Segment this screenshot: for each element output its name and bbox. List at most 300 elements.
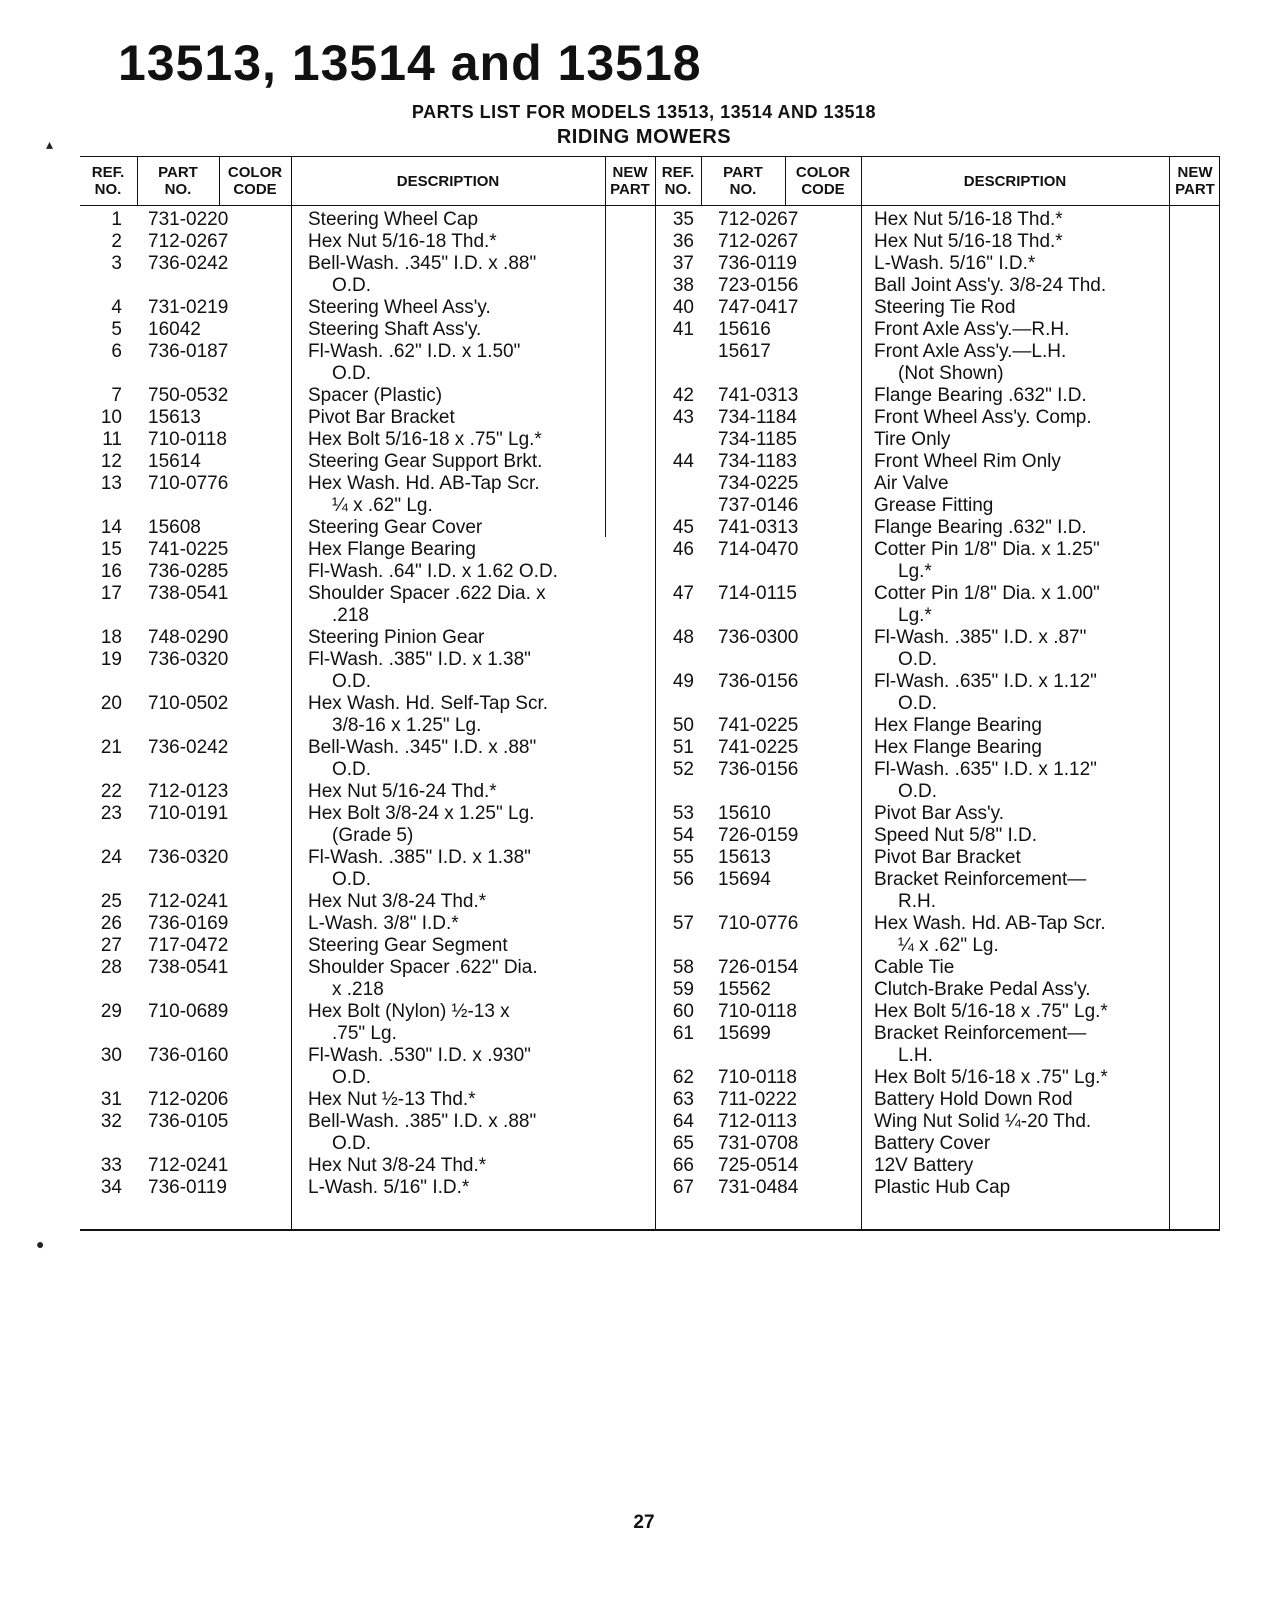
part-number: 736-0285 [148, 561, 229, 582]
table-row [656, 539, 1220, 561]
part-description: O.D. [332, 671, 372, 692]
table-row [656, 869, 1220, 891]
part-number: 711-0222 [718, 1089, 797, 1110]
table-row [80, 957, 655, 979]
part-description: Hex Wash. Hd. Self-Tap Scr. [308, 693, 549, 714]
ref-number: 42 [672, 385, 694, 406]
ref-number: 28 [100, 957, 122, 978]
header-description-left: DESCRIPTION [396, 172, 500, 190]
header-description-right: DESCRIPTION [963, 172, 1067, 190]
table-row [656, 451, 1220, 473]
part-description: Fl-Wash. .635" I.D. x 1.12" [874, 671, 1097, 692]
table-row [80, 803, 655, 825]
table-row [80, 1023, 655, 1045]
part-description: .218 [332, 605, 369, 626]
ref-number: 55 [672, 847, 694, 868]
part-number: 741-0225 [718, 737, 799, 758]
table-row [656, 385, 1220, 407]
header-new-part-right: NEW PART [1175, 164, 1215, 198]
rule-part-left [219, 157, 220, 205]
part-number: 736-0156 [718, 759, 799, 780]
part-number: 736-0105 [148, 1111, 229, 1132]
part-description: Cotter Pin 1/8" Dia. x 1.25" [874, 539, 1100, 560]
table-row [80, 935, 655, 957]
part-description: Steering Pinion Gear [308, 627, 485, 648]
part-number: 747-0417 [718, 297, 799, 318]
part-number: 714-0470 [718, 539, 799, 560]
part-description: Ball Joint Ass'y. 3/8-24 Thd. [874, 275, 1107, 296]
ref-number: 59 [672, 979, 694, 1000]
table-row [656, 231, 1220, 253]
part-number: 714-0115 [718, 583, 797, 604]
table-row [80, 385, 655, 407]
part-description: Fl-Wash. .64" I.D. x 1.62 O.D. [308, 561, 558, 582]
part-description: (Not Shown) [898, 363, 1004, 384]
part-description: Hex Nut 3/8-24 Thd.* [308, 891, 487, 912]
ref-number: 13 [100, 473, 122, 494]
ref-number: 34 [100, 1177, 122, 1198]
part-number: 710-0502 [148, 693, 229, 714]
part-number: 736-0242 [148, 737, 229, 758]
part-number: 15610 [718, 803, 771, 824]
part-number: 726-0154 [718, 957, 799, 978]
part-number: 738-0541 [148, 957, 229, 978]
part-number: 15608 [148, 517, 201, 538]
part-description: Hex Nut 5/16-24 Thd.* [308, 781, 497, 802]
ref-number: 5 [111, 319, 122, 340]
part-number: 15562 [718, 979, 771, 1000]
part-description: 12V Battery [874, 1155, 974, 1176]
part-description: Hex Nut 5/16-18 Thd.* [308, 231, 497, 252]
table-row [656, 363, 1220, 385]
table-row [80, 825, 655, 847]
part-description: Battery Hold Down Rod [874, 1089, 1073, 1110]
table-row [80, 869, 655, 891]
part-description: Hex Bolt 3/8-24 x 1.25" Lg. [308, 803, 535, 824]
part-number: 723-0156 [718, 275, 799, 296]
table-row [656, 275, 1220, 297]
table-row [656, 1023, 1220, 1045]
right-column-rows [656, 209, 1220, 1199]
ref-number: 25 [100, 891, 122, 912]
table-row [656, 913, 1220, 935]
ref-number: 49 [672, 671, 694, 692]
ref-number: 4 [111, 297, 122, 318]
ref-number: 63 [672, 1089, 694, 1110]
part-number: 737-0146 [718, 495, 799, 516]
ref-number: 51 [672, 737, 694, 758]
part-number: 734-1184 [718, 407, 797, 428]
table-row [656, 495, 1220, 517]
ref-number: 19 [100, 649, 122, 670]
part-description: Steering Tie Rod [874, 297, 1016, 318]
part-description: O.D. [898, 781, 938, 802]
part-description: Fl-Wash. .385" I.D. x 1.38" [308, 649, 531, 670]
header-ref-no-left: REF. NO. [91, 164, 125, 198]
table-row [80, 1177, 655, 1199]
margin-mark: ▴ [46, 136, 54, 152]
table-row [80, 429, 655, 451]
part-description: Lg.* [898, 561, 932, 582]
ref-number: 44 [672, 451, 694, 472]
part-number: 738-0541 [148, 583, 229, 604]
parts-table [80, 156, 1220, 1231]
ref-number: 21 [100, 737, 122, 758]
part-number: 731-0220 [148, 209, 229, 230]
ref-number: 18 [100, 627, 122, 648]
part-description: 3/8-16 x 1.25" Lg. [332, 715, 482, 736]
table-row [656, 891, 1220, 913]
part-number: 736-0160 [148, 1045, 229, 1066]
part-description: Bracket Reinforcement— [874, 1023, 1087, 1044]
part-description: Flange Bearing .632" I.D. [874, 385, 1087, 406]
table-row [656, 583, 1220, 605]
table-row [80, 1067, 655, 1089]
table-row [656, 561, 1220, 583]
table-row [656, 1133, 1220, 1155]
part-number: 15617 [718, 341, 771, 362]
part-number: 712-0113 [718, 1111, 797, 1132]
table-row [656, 693, 1220, 715]
part-description: Hex Bolt 5/16-18 x .75" Lg.* [874, 1001, 1108, 1022]
part-number: 734-0225 [718, 473, 799, 494]
ref-number: 11 [102, 429, 122, 450]
ref-number: 40 [672, 297, 694, 318]
part-description: Plastic Hub Cap [874, 1177, 1011, 1198]
part-description: L-Wash. 5/16" I.D.* [874, 253, 1036, 274]
table-row [656, 759, 1220, 781]
part-number: 736-0119 [148, 1177, 227, 1198]
part-number: 15613 [148, 407, 201, 428]
part-number: 741-0225 [148, 539, 229, 560]
rule-part-right [785, 157, 786, 205]
part-description: Steering Wheel Cap [308, 209, 479, 230]
ref-number: 15 [100, 539, 122, 560]
table-row [656, 1111, 1220, 1133]
ref-number: 43 [672, 407, 694, 428]
table-row [80, 1045, 655, 1067]
part-description: Hex Flange Bearing [874, 715, 1042, 736]
table-row [656, 605, 1220, 627]
ref-number: 20 [100, 693, 122, 714]
part-number: 710-0118 [718, 1067, 797, 1088]
part-number: 712-0267 [148, 231, 229, 252]
ref-number: 27 [100, 935, 122, 956]
part-description: L-Wash. 5/16" I.D.* [308, 1177, 470, 1198]
part-description: Front Wheel Ass'y. Comp. [874, 407, 1092, 428]
part-description: Grease Fitting [874, 495, 994, 516]
part-number: 741-0313 [718, 385, 799, 406]
part-description: Bell-Wash. .385" I.D. x .88" [308, 1111, 537, 1132]
part-number: 725-0514 [718, 1155, 799, 1176]
part-description: Hex Nut ½-13 Thd.* [308, 1089, 476, 1110]
ref-number: 24 [100, 847, 122, 868]
part-number: 734-1183 [718, 451, 797, 472]
ref-number: 30 [100, 1045, 122, 1066]
part-description: ¼ x .62" Lg. [332, 495, 433, 516]
table-row [656, 1045, 1220, 1067]
part-description: Shoulder Spacer .622 Dia. x [308, 583, 546, 604]
part-description: Pivot Bar Ass'y. [874, 803, 1004, 824]
ref-number: 36 [672, 231, 694, 252]
part-number: 710-0689 [148, 1001, 229, 1022]
ref-number: 60 [672, 1001, 694, 1022]
table-row [656, 979, 1220, 1001]
table-row [80, 913, 655, 935]
table-row [656, 935, 1220, 957]
table-row [80, 1001, 655, 1023]
part-number: 717-0472 [148, 935, 229, 956]
part-description: Hex Flange Bearing [308, 539, 476, 560]
ref-number: 64 [672, 1111, 694, 1132]
table-row [656, 517, 1220, 539]
part-number: 736-0169 [148, 913, 229, 934]
part-number: 15699 [718, 1023, 771, 1044]
ref-number: 48 [672, 627, 694, 648]
table-row [80, 473, 655, 495]
table-row [656, 847, 1220, 869]
ref-number: 52 [672, 759, 694, 780]
riding-mowers-subtitle: RIDING MOWERS [556, 126, 732, 148]
part-number: 16042 [148, 319, 201, 340]
part-number: 15616 [718, 319, 771, 340]
table-row [80, 671, 655, 693]
part-description: Fl-Wash. .530" I.D. x .930" [308, 1045, 531, 1066]
part-description: Lg.* [898, 605, 932, 626]
part-number: 710-0776 [148, 473, 229, 494]
part-description: x .218 [332, 979, 384, 1000]
table-row [80, 649, 655, 671]
table-row [656, 803, 1220, 825]
table-row [80, 715, 655, 737]
ref-number: 57 [672, 913, 694, 934]
part-description: Pivot Bar Bracket [874, 847, 1021, 868]
part-description: Bell-Wash. .345" I.D. x .88" [308, 737, 537, 758]
part-description: Front Axle Ass'y.—R.H. [874, 319, 1070, 340]
table-row [656, 1177, 1220, 1199]
part-description: Speed Nut 5/8" I.D. [874, 825, 1038, 846]
table-row [80, 407, 655, 429]
ref-number: 67 [672, 1177, 694, 1198]
margin-mark: ● [36, 1236, 45, 1252]
ref-number: 45 [672, 517, 694, 538]
table-row [80, 1089, 655, 1111]
ref-number: 17 [100, 583, 122, 604]
part-number: 712-0267 [718, 209, 799, 230]
ref-number: 61 [672, 1023, 694, 1044]
part-number: 736-0320 [148, 847, 229, 868]
ref-number: 1 [111, 209, 122, 230]
part-number: 15694 [718, 869, 771, 890]
ref-number: 23 [100, 803, 122, 824]
rule-ref-left [137, 157, 138, 205]
part-description: Steering Wheel Ass'y. [308, 297, 491, 318]
part-description: L.H. [898, 1045, 933, 1066]
header-color-code-left: COLOR CODE [227, 164, 283, 198]
ref-number: 33 [100, 1155, 122, 1176]
table-row [80, 891, 655, 913]
part-number: 736-0187 [148, 341, 229, 362]
page-number: 27 [633, 1512, 655, 1533]
part-description: (Grade 5) [332, 825, 414, 846]
left-column-rows [80, 209, 655, 1199]
ref-number: 62 [672, 1067, 694, 1088]
part-description: .75" Lg. [332, 1023, 397, 1044]
part-description: Hex Bolt 5/16-18 x .75" Lg.* [308, 429, 542, 450]
part-description: Hex Wash. Hd. AB-Tap Scr. [874, 913, 1106, 934]
ref-number: 14 [100, 517, 122, 538]
ref-number: 54 [672, 825, 694, 846]
part-number: 710-0776 [718, 913, 799, 934]
ref-number: 22 [100, 781, 122, 802]
header-new-part-left: NEW PART [610, 164, 650, 198]
part-description: Hex Bolt (Nylon) ½-13 x [308, 1001, 510, 1022]
table-row [80, 1133, 655, 1155]
table-row [656, 1001, 1220, 1023]
table-row [656, 1155, 1220, 1177]
ref-number: 50 [672, 715, 694, 736]
table-row [80, 231, 655, 253]
ref-number: 66 [672, 1155, 694, 1176]
table-row [80, 495, 655, 517]
table-row [80, 583, 655, 605]
part-description: Bracket Reinforcement— [874, 869, 1087, 890]
table-row [80, 737, 655, 759]
part-description: Fl-Wash. .62" I.D. x 1.50" [308, 341, 521, 362]
table-row [80, 605, 655, 627]
part-description: Steering Gear Support Brkt. [308, 451, 543, 472]
part-number: 712-0241 [148, 891, 229, 912]
part-number: 712-0241 [148, 1155, 229, 1176]
part-description: Hex Nut 5/16-18 Thd.* [874, 209, 1063, 230]
part-description: Hex Wash. Hd. AB-Tap Scr. [308, 473, 540, 494]
part-description: Tire Only [874, 429, 951, 450]
ref-number: 35 [672, 209, 694, 230]
table-row [656, 1067, 1220, 1089]
part-number: 750-0532 [148, 385, 229, 406]
table-row [80, 759, 655, 781]
table-row [80, 209, 655, 231]
ref-number: 58 [672, 957, 694, 978]
table-row [80, 781, 655, 803]
ref-number: 29 [100, 1001, 122, 1022]
table-row [80, 561, 655, 583]
part-description: O.D. [898, 649, 938, 670]
part-description: Clutch-Brake Pedal Ass'y. [874, 979, 1091, 1000]
part-number: 731-0708 [718, 1133, 799, 1154]
part-description: Front Axle Ass'y.—L.H. [874, 341, 1067, 362]
part-description: Hex Nut 5/16-18 Thd.* [874, 231, 1063, 252]
part-description: L-Wash. 3/8" I.D.* [308, 913, 459, 934]
part-number: 712-0123 [148, 781, 229, 802]
ref-number: 16 [100, 561, 122, 582]
header-part-no-right: PART NO. [723, 164, 763, 198]
table-row [80, 517, 655, 539]
part-number: 731-0484 [718, 1177, 799, 1198]
table-row [80, 451, 655, 473]
rule-ref-right [701, 157, 702, 205]
table-row [80, 627, 655, 649]
page-title: 13513, 13514 and 13518 [118, 35, 702, 91]
ref-number: 32 [100, 1111, 122, 1132]
table-row [656, 429, 1220, 451]
ref-number: 26 [100, 913, 122, 934]
table-row [656, 649, 1220, 671]
part-description: O.D. [332, 759, 372, 780]
part-description: Hex Bolt 5/16-18 x .75" Lg.* [874, 1067, 1108, 1088]
part-number: 748-0290 [148, 627, 229, 648]
part-number: 712-0206 [148, 1089, 229, 1110]
table-row [656, 781, 1220, 803]
part-description: Hex Nut 3/8-24 Thd.* [308, 1155, 487, 1176]
part-description: Spacer (Plastic) [308, 385, 443, 406]
ref-number: 6 [111, 341, 122, 362]
part-description: Battery Cover [874, 1133, 991, 1154]
table-row [656, 341, 1220, 363]
part-description: Pivot Bar Bracket [308, 407, 455, 428]
table-row [80, 297, 655, 319]
table-row [656, 473, 1220, 495]
part-description: O.D. [332, 275, 372, 296]
part-number: 15613 [718, 847, 771, 868]
part-number: 736-0119 [718, 253, 797, 274]
part-number: 736-0156 [718, 671, 799, 692]
part-description: Cotter Pin 1/8" Dia. x 1.00" [874, 583, 1100, 604]
table-row [656, 957, 1220, 979]
part-number: 741-0225 [718, 715, 799, 736]
ref-number: 12 [100, 451, 122, 472]
table-row [656, 1089, 1220, 1111]
part-number: 15614 [148, 451, 201, 472]
table-row [656, 737, 1220, 759]
ref-number: 65 [672, 1133, 694, 1154]
part-description: Hex Flange Bearing [874, 737, 1042, 758]
table-row [656, 407, 1220, 429]
ref-number: 31 [100, 1089, 122, 1110]
part-description: Wing Nut Solid ¼-20 Thd. [874, 1111, 1092, 1132]
part-description: O.D. [332, 869, 372, 890]
part-description: O.D. [332, 363, 372, 384]
table-row [656, 825, 1220, 847]
ref-number: 7 [111, 385, 122, 406]
table-row [80, 693, 655, 715]
ref-number: 2 [111, 231, 122, 252]
ref-number: 47 [672, 583, 694, 604]
header-color-code-right: COLOR CODE [795, 164, 851, 198]
table-row [656, 627, 1220, 649]
part-number: 712-0267 [718, 231, 799, 252]
part-number: 710-0118 [718, 1001, 797, 1022]
table-row [656, 319, 1220, 341]
part-number: 741-0313 [718, 517, 799, 538]
part-description: O.D. [332, 1133, 372, 1154]
table-row [80, 319, 655, 341]
parts-list-subtitle: PARTS LIST FOR MODELS 13513, 13514 AND 13518 [411, 102, 877, 122]
part-description: Cable Tie [874, 957, 955, 978]
table-row [656, 715, 1220, 737]
part-description: Steering Gear Segment [308, 935, 508, 956]
part-description: Flange Bearing .632" I.D. [874, 517, 1087, 538]
table-row [656, 209, 1220, 231]
ref-number: 3 [111, 253, 122, 274]
part-description: ¼ x .62" Lg. [898, 935, 999, 956]
ref-number: 46 [672, 539, 694, 560]
table-row [80, 253, 655, 275]
part-description: Steering Shaft Ass'y. [308, 319, 482, 340]
ref-number: 56 [672, 869, 694, 890]
table-row [656, 671, 1220, 693]
part-number: 736-0300 [718, 627, 799, 648]
